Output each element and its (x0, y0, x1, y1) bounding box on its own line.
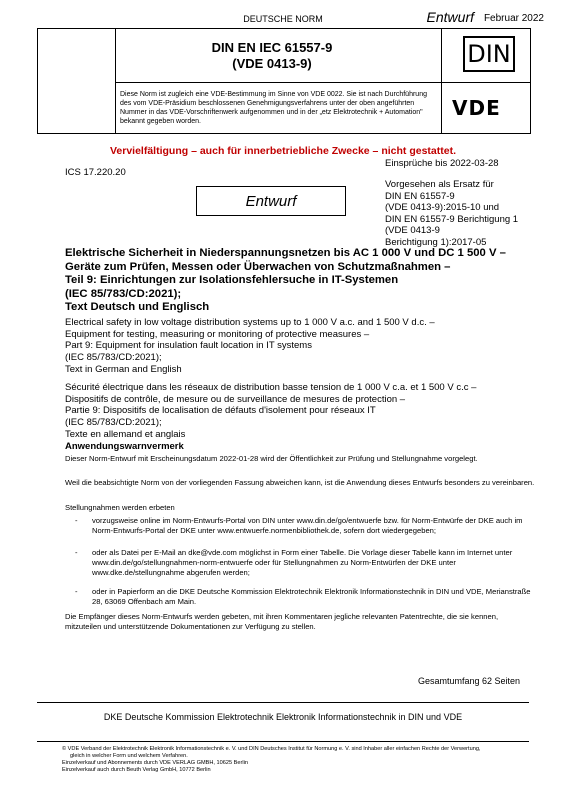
footer-dke: DKE Deutsche Kommission Elektrotechnik Elektronik Informationstechnik in DIN und VDE (103, 712, 463, 722)
din-logo: DIN (463, 36, 515, 72)
patent-notice: Die Empfänger dieses Norm-Entwurfs werden gebeten, mit ihren Kommentaren jegliche relevanten Patentrechte, die sie kennen, mitzuteilen und unterstützende Dokumentationen zur Verfügung zu stellen. (65, 612, 499, 631)
norm-number-line1: DIN EN IEC 61557-9 (211, 40, 333, 55)
title-line: Equipment for testing, measuring or monitoring of protective measures – (65, 328, 370, 340)
title-line: Dispositifs de contrôle, de mesure ou de surveillance de mesures de protection – (65, 393, 406, 405)
ics-code: ICS 17.220.20 (65, 167, 126, 178)
vde-note: Diese Norm ist zugleich eine VDE-Bestimmung im Sinne von VDE 0022. Sie ist nach Durchführung des vom VDE-Präsidium beschlossenen Genehmigungsverfahrens unter der oben angeführten Nummer in das VDE-Vorschriftenwerk aufgenommen und in der „etz Elektrotechnik + Automation" bekannt gegeben worden. (120, 91, 427, 125)
entwurf-stamp: Entwurf (196, 186, 346, 216)
replacement-line: DIN EN 61557-9 (385, 190, 455, 202)
warning-paragraph: Weil die beabsichtigte Norm von der vorliegenden Fassung abweichen kann, ist die Anwendung dieses Entwurfs besonders zu vereinbaren. (65, 478, 535, 487)
title-french (65, 382, 535, 441)
vde-logo: VDE (452, 96, 501, 120)
title-line: Text Deutsch und Englisch (65, 301, 210, 313)
copyright-line: Einzelverkauf auch durch Beuth Verlag GmbH, 10772 Berlin (62, 767, 211, 773)
list-item (65, 587, 535, 607)
footer-divider-bottom (37, 741, 529, 742)
bullet-dash: - (75, 516, 78, 525)
title-line: Electrical safety in low voltage distribution systems up to 1 000 V a.c. and 1 500 V d.c. – (65, 317, 435, 328)
list-item (65, 548, 535, 578)
header-entwurf: Entwurf (426, 9, 474, 25)
list-item-text: oder als Datei per E-Mail an dke@vde.com möglichst in Form einer Tabelle. Die Vorlage dieser Tabelle kann im Internet unter www.din.de/go/stellungnahmen-norm-entwuerfe oder für Stellungnahmen zu Norm-Entwürfen der DKE unter www.dke.de/stellungnahme abgerufen werden; (92, 548, 513, 577)
reproduction-notice: Vervielfältigung – auch für innerbetriebliche Zwecke – nicht gestattet. (109, 145, 456, 157)
title-line: Partie 9: Dispositifs de localisation de défauts d'isolement pour réseaux IT (65, 405, 376, 417)
copyright-line: gleich in welcher Form und welchem Verfahren. (70, 753, 188, 759)
norm-number (122, 40, 422, 72)
title-line: Text in German and English (65, 363, 182, 375)
replacement-line: (VDE 0413-9):2015-10 und (385, 202, 500, 214)
copyright-notice (62, 746, 557, 774)
frame-divider-right (441, 28, 442, 133)
header-date: Februar 2022 (483, 13, 544, 24)
comments-requested: Stellungnahmen werden erbeten (65, 503, 175, 512)
title-line: Teil 9: Einrichtungen zur Isolationsfehlersuche in IT-Systemen (65, 274, 399, 286)
page-count: Gesamtumfang 62 Seiten (417, 676, 520, 686)
title-line: Elektrische Sicherheit in Niederspannungsnetzen bis AC 1 000 V und DC 1 500 V – (65, 247, 506, 259)
frame-divider-left (115, 28, 116, 133)
list-item-text: oder in Papierform an die DKE Deutsche Kommission Elektrotechnik Elektronik Informationstechnik in DIN und VDE, Merianstraße 28, 63069 Offenbach am Main. (92, 587, 531, 606)
title-line: Sécurité électrique dans les réseaux de distribution basse tension de 1 000 V c.a. et 1 500 V c.c – (65, 382, 477, 393)
copyright-line: © VDE Verband der Elektrotechnik Elektronik Informationstechnik e. V. und DIN Deutsches Institut für Normung e. V. sind Inhaber aller einfachen Rechte der Verwertung, (62, 746, 481, 752)
title-line: Texte en allemand et anglais (65, 428, 186, 440)
title-line: (IEC 85/783/CD:2021); (65, 287, 182, 300)
copyright-line: Einzelverkauf und Abonnements durch VDE VERLAG GMBH, 10625 Berlin (62, 760, 248, 766)
title-line: (IEC 85/783/CD:2021); (65, 417, 162, 429)
replacement-line: (VDE 0413-9 (385, 225, 440, 237)
title-german (65, 247, 535, 315)
bullet-dash: - (75, 548, 78, 557)
title-line: (IEC 85/783/CD:2021); (65, 352, 162, 364)
list-item-text: vorzugsweise online im Norm-Entwurfs-Portal von DIN unter www.din.de/go/entwuerfe bzw. für Norm-Entwürfe der DKE auch im Norm-Entwurfs-Portal der DKE unter www.entwuerfe.normenbibliothek.de, sofern dort wiedergegeben; (92, 516, 523, 535)
frame-divider-mid (115, 82, 530, 83)
replacement-line: Vorgesehen als Ersatz für (385, 179, 494, 190)
list-item (65, 516, 535, 546)
warning-paragraph: Dieser Norm-Entwurf mit Erscheinungsdatum 2022-01-28 wird der Öffentlichkeit zur Prüfung und Stellungnahme vorgelegt. (65, 454, 478, 463)
title-line: Geräte zum Prüfen, Messen oder Überwachen von Schutzmaßnahmen – (65, 260, 451, 273)
replacement-line: Berichtigung 1):2017-05 (385, 236, 487, 248)
title-english (65, 317, 535, 376)
application-warning-heading: Anwendungswarnvermerk (65, 441, 184, 452)
objection-deadline: Einsprüche bis 2022-03-28 (385, 158, 499, 169)
bullet-dash: - (75, 587, 78, 596)
replacement-line: DIN EN 61557-9 Berichtigung 1 (385, 213, 519, 225)
footer-divider (37, 702, 529, 703)
replacement-info (385, 179, 535, 249)
norm-number-line2: (VDE 0413-9) (232, 56, 312, 71)
header-norm-type: DEUTSCHE NORM (243, 14, 323, 24)
title-line: Part 9: Equipment for insulation fault location in IT systems (65, 340, 312, 352)
